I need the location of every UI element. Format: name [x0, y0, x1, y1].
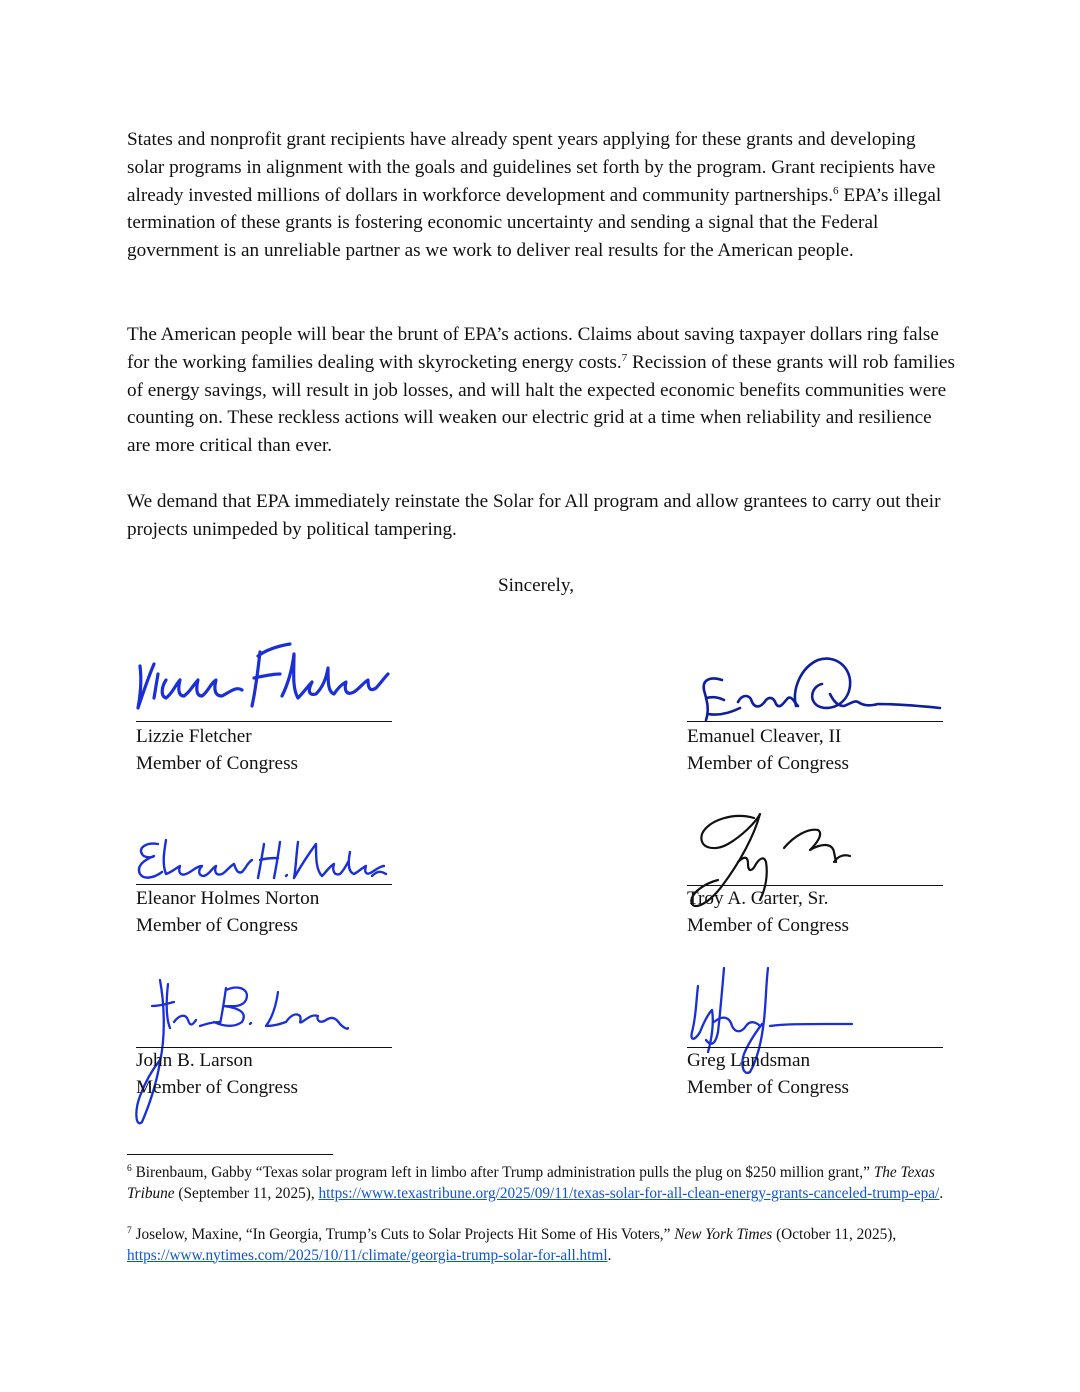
- signature-lizzie-fletcher: [132, 636, 392, 716]
- signatory-john-larson: [136, 1048, 396, 1101]
- body-paragraph-2: [127, 321, 957, 460]
- signatory-title: Member of Congress: [136, 914, 298, 936]
- signatory-name: Troy A. Carter, Sr.: [687, 888, 829, 909]
- signatory-name: Greg Landsman: [687, 1050, 811, 1071]
- signatory-emanuel-cleaver: [687, 724, 947, 777]
- paragraph-text: The American people will bear the brunt of EPA’s actions. Claims about saving taxpayer dollars ring false for the working families dealing with skyrocketing energy costs.: [127, 324, 939, 373]
- signatory-name: Lizzie Fletcher: [136, 726, 252, 747]
- signatory-greg-landsman: [687, 1048, 947, 1101]
- paragraph-text: Recission of these grants will rob families of energy savings, will result in job losses, and will halt the expected economic benefits communities were counting on. These reckless actions will weaken our electric grid at a time when reliability and resilience are more critical than ever.: [127, 351, 955, 457]
- footnote-source: New York Times: [674, 1226, 773, 1243]
- signature-eleanor-holmes-norton: [132, 832, 390, 882]
- signatory-title: Member of Congress: [687, 752, 849, 774]
- signatory-troy-carter: [687, 886, 947, 939]
- signature-emanuel-cleaver: [680, 650, 942, 726]
- footnote-text: (September 11, 2025),: [174, 1184, 319, 1202]
- signatory-title: Member of Congress: [687, 914, 849, 936]
- paragraph-text: States and nonprofit grant recipients have already spent years applying for these grants and developing solar programs in alignment with the goals and guidelines set forth by the program. Grant recipients have already invested millions of dollars in workforce development and community partnerships.: [127, 129, 936, 206]
- footnote-text: Joselow, Maxine, “In Georgia, Trump’s Cuts to Solar Projects Hit Some of His Voters,”: [131, 1226, 675, 1243]
- footnote-end: .: [607, 1246, 612, 1264]
- footnote-end: .: [939, 1184, 944, 1202]
- footnote-text: (October 11, 2025),: [772, 1226, 897, 1243]
- footnote-number: 7: [127, 1226, 132, 1236]
- signatory-title: Member of Congress: [136, 752, 298, 774]
- signatory-title: Member of Congress: [687, 1076, 849, 1098]
- signatory-name: Eleanor Holmes Norton: [136, 888, 320, 909]
- body-paragraph-3: We demand that EPA immediately reinstate the Solar for All program and allow grantees to carry out their projects unimpeded by political tampering.: [127, 491, 941, 540]
- footnote-ref-6: 6: [833, 184, 839, 197]
- footnote-link-nytimes[interactable]: https://www.nytimes.com/2025/10/11/climate/georgia-trump-solar-for-all.html: [127, 1246, 608, 1264]
- signatory-eleanor-holmes-norton: [136, 886, 396, 939]
- signatory-title: Member of Congress: [136, 1076, 298, 1098]
- signature-line: [687, 721, 943, 722]
- signatory-name: John B. Larson: [136, 1050, 253, 1071]
- footnote-source: The Texas Tribune: [127, 1164, 935, 1202]
- footnote-6: [127, 1163, 957, 1204]
- signatory-name: Emanuel Cleaver, II: [687, 726, 842, 747]
- footnote-7: [127, 1225, 957, 1266]
- paragraph-text: EPA’s illegal termination of these grants is fostering economic uncertainty and sending a signal that the Federal government is an unreliable partner as we work to deliver real results for the American people.: [127, 184, 942, 262]
- body-paragraph-1: [127, 126, 957, 265]
- footnote-text: Birenbaum, Gabby “Texas solar program left in limbo after Trump administration pulls the plug on $250 million grant,”: [131, 1164, 874, 1181]
- closing-salutation: Sincerely,: [498, 575, 575, 596]
- footnote-separator: [127, 1154, 333, 1155]
- signature-john-larson: [130, 962, 350, 1128]
- signatory-lizzie-fletcher: [136, 724, 396, 777]
- footnote-link-texas-tribune[interactable]: https://www.texastribune.org/2025/09/11/texas-solar-for-all-clean-energy-grants-canceled-trump-epa/: [318, 1184, 940, 1202]
- signature-line: [136, 721, 392, 722]
- footnote-ref-7: 7: [621, 351, 628, 364]
- signature-line: [136, 884, 392, 885]
- footnote-number: 6: [127, 1164, 132, 1174]
